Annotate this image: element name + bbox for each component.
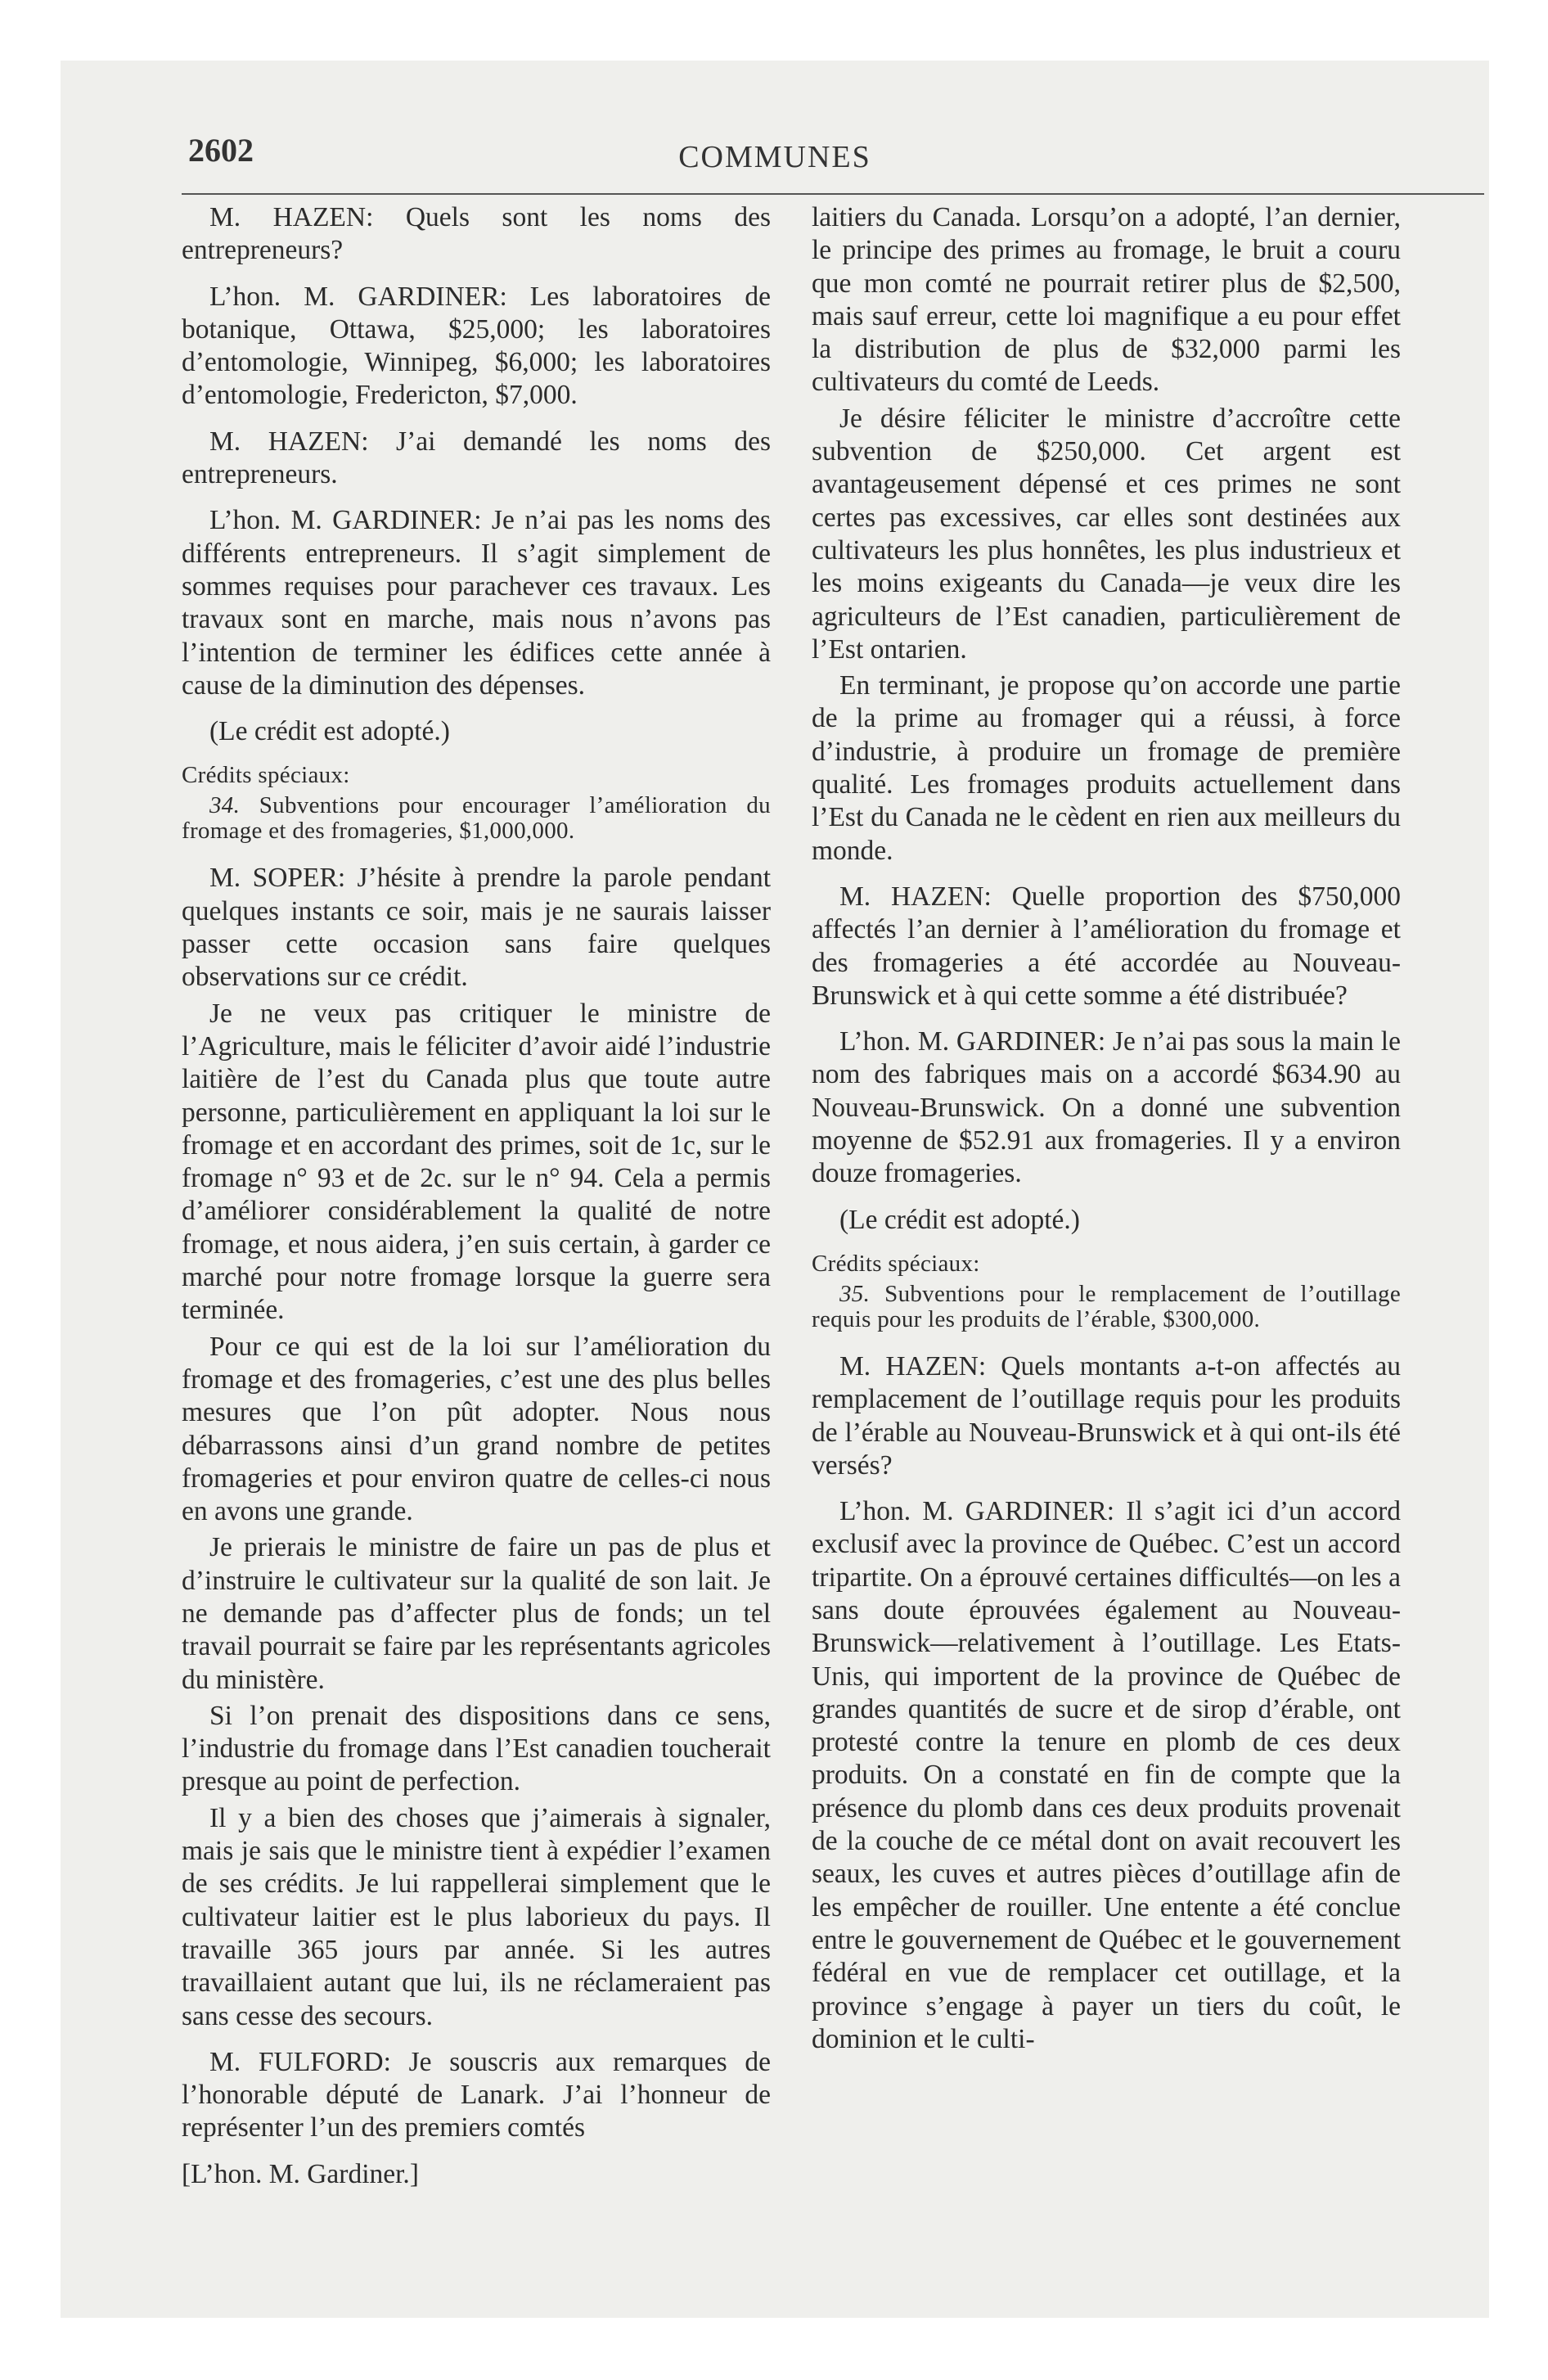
vote-text: Subventions pour le remplacement de l’outillage requis pour les produits de l’érable, $300,000. xyxy=(812,1280,1401,1332)
speaker-reference: [L’hon. M. Gardiner.] xyxy=(182,2158,419,2189)
section-heading: Crédits spéciaux: xyxy=(182,762,350,789)
vote-number: 35. xyxy=(839,1280,871,1307)
paragraph: Je désire féliciter le ministre d’accroître cette subvention de $250,000. Cet argent est avantageusement dépensé et ces primes ne sont certes pas excessives, car elles sont destinées aux cultivateurs les plus honnêtes, les plus industrieux et les moins exigeants du Canada—je veux dire les agriculteurs de l’Est canadien, particulièrement de l’Est ontarien. xyxy=(812,403,1401,665)
vote-item xyxy=(182,793,771,844)
paragraph: Pour ce qui est de la loi sur l’amélioration du fromage et des fromageries, c’est une des plus belles mesures que l’on pût adopter. Nous nous débarrassons ainsi d’un grand nombre de petites fromageries et pour environ quatre de celles-ci nous en avons une grande. xyxy=(182,1331,771,1527)
vote-text: Subventions pour encourager l’amélioration du fromage et des fromageries, $1,000,000. xyxy=(182,792,771,845)
vote-number: 34. xyxy=(209,792,241,819)
paragraph: M. SOPER: J’hésite à prendre la parole pendant quelques instants ce soir, mais je ne saurais laisser passer cette occasion sans faire quelques observations sur ce crédit. xyxy=(182,863,771,993)
paragraph: Je prierais le ministre de faire un pas de plus et d’instruire le cultivateur sur la qualité de son lait. Je ne demande pas d’affecter plus de fonds; un tel travail pourrait se faire par les représentants agricoles du ministère. xyxy=(182,1532,771,1695)
scanned-page xyxy=(61,61,1489,2318)
paragraph: laitiers du Canada. Lorsqu’on a adopté, l’an dernier, le principe des primes au fromage, le bruit a couru que mon comté ne pourrait retirer plus de $2,500, mais sauf erreur, cette loi magnifique a eu pour effet la distribution de plus de $32,000 parmi les cultivateurs du comté de Leeds. xyxy=(812,202,1401,398)
right-column xyxy=(812,201,1401,2069)
section-heading: Crédits spéciaux: xyxy=(812,1250,980,1277)
vote-adopted-note: (Le crédit est adopté.) xyxy=(839,1204,1080,1235)
left-column xyxy=(182,201,771,2204)
paragraph: M. HAZEN: Quels montants a-t-on affectés au remplacement de l’outillage requis pour les produits de l’érable au Nouveau-Brunswick et à qui ont-ils été versés? xyxy=(812,1350,1401,1481)
paragraph: M. HAZEN: Quels sont les noms des entrepreneurs? xyxy=(182,202,771,266)
running-title: COMMUNES xyxy=(678,140,871,174)
paragraph: L’hon. M. GARDINER: Je n’ai pas les noms des différents entrepreneurs. Il s’agit simplement de sommes requises pour parachever ces travaux. Les travaux sont en marche, mais nous n’avons pas l’intention de terminer les édifices cette année à cause de la diminution des dépenses. xyxy=(182,505,771,701)
paragraph: En terminant, je propose qu’on accorde une partie de la prime au fromager qui a réussi, à force d’industrie, à produire un fromage de première qualité. Les fromages produits actuellement dans l’Est du Canada ne le cèdent en rien aux meilleurs du monde. xyxy=(812,670,1401,866)
paragraph: L’hon. M. GARDINER: Je n’ai pas sous la main le nom des fabriques mais on a accordé $634.90 au Nouveau-Brunswick. On a donné une subvention moyenne de $52.91 aux fromageries. Il y a environ douze fromageries. xyxy=(812,1026,1401,1189)
vote-item xyxy=(812,1282,1401,1332)
vote-adopted-note: (Le crédit est adopté.) xyxy=(209,716,450,747)
paragraph: L’hon. M. GARDINER: Il s’agit ici d’un accord exclusif avec la province de Québec. C’est un accord tripartite. On a éprouvé certaines difficultés—on les a sans doute éprouvées également au Nouveau-Brunswick—relativement à l’outillage. Les Etats-Unis, qui importent de la province de Québec de grandes quantités de sucre et de sirop d’érable, ont protesté contre la tenure en plomb de ces deux produits. On a constaté en fin de compte que la présence du plomb dans ces deux produits provenait de la couche de ce métal dont on avait recouvert les seaux, les cuves et autres pièces d’outillage afin de les empêcher de rouiller. Une entente a été conclue entre le gouvernement de Québec et le gouvernement fédéral en vue de remplacer cet outillage, et la province s’engage à payer un tiers du coût, le dominion et le culti- xyxy=(812,1496,1401,2054)
page-number: 2602 xyxy=(188,132,254,169)
paragraph: Je ne veux pas critiquer le ministre de l’Agriculture, mais le féliciter d’avoir aidé l’industrie laitière de l’est du Canada plus que toute autre personne, particulièrement en appliquant la loi sur le fromage et en accordant des primes, soit de 1c, sur le fromage n° 93 et de 2c. sur le n° 94. Cela a permis d’améliorer considérablement la qualité de notre fromage, et nous aidera, j’en suis certain, à garder ce marché pour notre fromage lorsque la guerre sera terminée. xyxy=(182,998,771,1326)
paragraph: Il y a bien des choses que j’aimerais à signaler, mais je sais que le ministre tient à expédier l’examen de ses crédits. Je lui rappellerai simplement que le cultivateur laitier est le plus laborieux du pays. Il travaille 365 jours par année. Si les autres travaillaient autant que lui, ils ne réclameraient pas sans cesse des secours. xyxy=(182,1802,771,2031)
paragraph: M. FULFORD: Je souscris aux remarques de l’honorable député de Lanark. J’ai l’honneur de représenter l’un des premiers comtés xyxy=(182,2046,771,2143)
header-rule xyxy=(182,193,1484,195)
page-header xyxy=(61,131,1489,188)
paragraph: Si l’on prenait des dispositions dans ce sens, l’industrie du fromage dans l’Est canadien toucherait presque au point de perfection. xyxy=(182,1700,771,1797)
paragraph: M. HAZEN: J’ai demandé les noms des entrepreneurs. xyxy=(182,426,771,490)
paragraph: M. HAZEN: Quelle proportion des $750,000 affectés l’an dernier à l’amélioration du fromage et des fromageries a été accordée au Nouveau-Brunswick et à qui cette somme a été distribuée? xyxy=(812,881,1401,1011)
paragraph: L’hon. M. GARDINER: Les laboratoires de botanique, Ottawa, $25,000; les laboratoires d’entomologie, Winnipeg, $6,000; les laboratoires d’entomologie, Fredericton, $7,000. xyxy=(182,281,771,411)
